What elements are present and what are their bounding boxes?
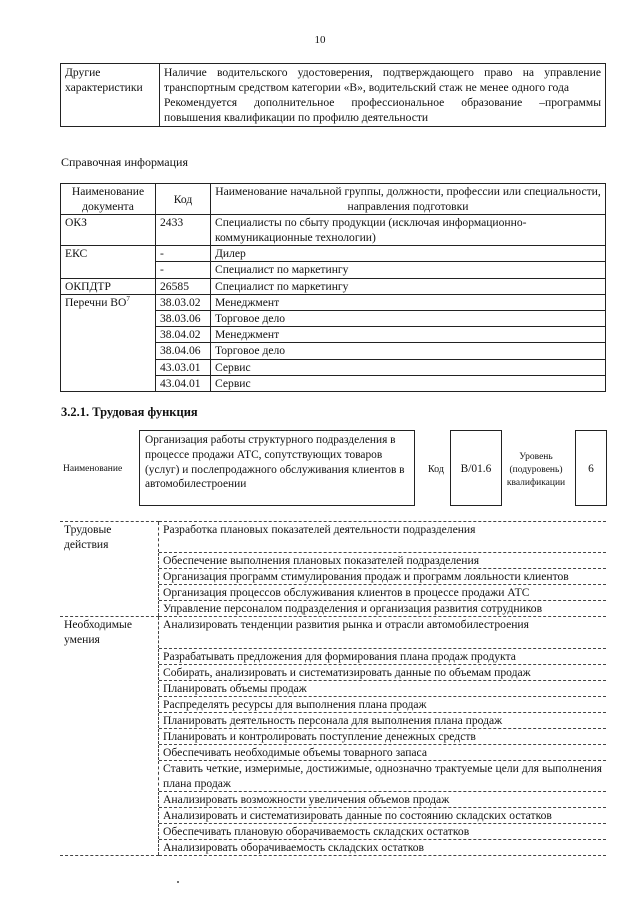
name-cell: Дилер [211, 246, 606, 262]
doc-cell [61, 262, 156, 278]
code-cell: 38.03.06 [156, 311, 211, 327]
table-row [60, 840, 606, 856]
skill-item: Анализировать оборачиваемость складских остатков [159, 840, 607, 856]
other-characteristics-table [60, 63, 606, 127]
skill-item: Планировать и контролировать поступление денежных средств [159, 728, 607, 744]
skill-item: Планировать объемы продаж [159, 680, 607, 696]
table-row [60, 617, 606, 648]
table-row [61, 294, 606, 310]
column-header: Наименование документа [61, 184, 156, 215]
skill-item: Ставить четкие, измеримые, достижимые, однозначно трактуемые цели для выполнения плана продаж [159, 760, 607, 791]
name-cell: Торговое дело [211, 343, 606, 359]
column-header: Наименование начальной группы, должности, профессии или специальности, направления подготовки [211, 184, 606, 215]
reference-heading: Справочная информация [61, 155, 188, 169]
table-row [60, 553, 606, 569]
doc-cell [61, 343, 156, 359]
doc-cell [61, 294, 156, 310]
code-cell: 38.03.02 [156, 294, 211, 310]
doc-cell: ОКЗ [61, 215, 156, 246]
label-spacer [60, 744, 159, 760]
other-characteristics-value [160, 64, 606, 127]
label-line: Необходимые [64, 618, 132, 632]
code-cell: - [156, 246, 211, 262]
work-action-item: Организация процессов обслуживания клиентов в процессе продажи АТС [159, 585, 607, 601]
label-spacer [60, 569, 159, 585]
table-row [61, 311, 606, 327]
other-characteristics-text: Наличие водительского удостоверения, подтверждающего право на управление транспортным средством категории «В», водительский стаж не менее одного года [164, 66, 601, 95]
reference-table [60, 183, 606, 392]
table-row [60, 808, 606, 824]
table-row [61, 327, 606, 343]
name-cell: Специалист по маркетингу [211, 262, 606, 278]
table-row [60, 664, 606, 680]
code-cell: 26585 [156, 278, 211, 294]
label-spacer [60, 712, 159, 728]
function-name: Организация работы структурного подразделения в процессе продажи АТС, сопутствующих товаров (услуг) и послепродажного обслуживания клиентов в автомобилестроении [139, 430, 415, 506]
table-row [60, 522, 606, 553]
work-action-item: Организация программ стимулирования продаж и программ лояльности клиентов [159, 569, 607, 585]
work-action-item: Разработка плановых показателей деятельности подразделения [159, 522, 607, 553]
name-cell: Торговое дело [211, 311, 606, 327]
name-cell: Менеджмент [211, 327, 606, 343]
label-spacer [60, 760, 159, 791]
label-line: Трудовые [64, 523, 112, 536]
table-row [60, 696, 606, 712]
required-skills-label [60, 617, 159, 648]
work-actions-label [60, 522, 159, 553]
label-spacer [60, 792, 159, 808]
table-row [60, 680, 606, 696]
table-row [61, 359, 606, 375]
qualification-level: 6 [575, 430, 607, 506]
table-row [60, 569, 606, 585]
doc-cell: ЕКС [61, 246, 156, 262]
name-cell: Специалист по маркетингу [211, 278, 606, 294]
label-spacer [60, 840, 159, 856]
table-row [60, 744, 606, 760]
table-row [61, 343, 606, 359]
page-number: 10 [314, 34, 326, 46]
label-line: действия [64, 538, 109, 552]
footnote-marker: 7 [126, 294, 130, 303]
skill-item: Собирать, анализировать и систематизировать данные по объемам продаж [159, 664, 607, 680]
label-spacer [60, 585, 159, 601]
doc-name: Перечни ВО [65, 295, 127, 309]
doc-cell: ОКПДТР [61, 278, 156, 294]
code-cell: - [156, 262, 211, 278]
code-cell: 38.04.06 [156, 343, 211, 359]
label-spacer [60, 680, 159, 696]
label-spacer [60, 696, 159, 712]
label-spacer [60, 553, 159, 569]
label-line: характеристики [65, 81, 143, 95]
doc-cell [61, 375, 156, 391]
label-spacer [60, 824, 159, 840]
table-row [60, 792, 606, 808]
table-row [60, 648, 606, 664]
table-row [60, 585, 606, 601]
doc-cell [61, 311, 156, 327]
doc-cell [61, 327, 156, 343]
skill-item: Распределять ресурсы для выполнения плана продаж [159, 696, 607, 712]
skill-item: Обеспечивать необходимые объемы товарного запаса [159, 744, 607, 760]
table-row [61, 246, 606, 262]
name-cell: Сервис [211, 359, 606, 375]
code-cell: 38.04.02 [156, 327, 211, 343]
table-row [61, 262, 606, 278]
name-cell: Сервис [211, 375, 606, 391]
qualification-level-label: Уровень (подуровень) квалификации [506, 452, 566, 488]
work-action-item: Обеспечение выполнения плановых показателей подразделения [159, 553, 607, 569]
name-cell: Менеджмент [211, 294, 606, 310]
table-row [60, 824, 606, 840]
table-row [60, 728, 606, 744]
skill-item: Анализировать и систематизировать данные по состоянию складских остатков [159, 808, 607, 824]
section-title: 3.2.1. Трудовая функция [61, 405, 198, 419]
skill-item: Планировать деятельность персонала для выполнения плана продаж [159, 712, 607, 728]
code-cell: 2433 [156, 215, 211, 246]
scan-speck [177, 881, 179, 883]
label-line: Другие [65, 66, 101, 79]
work-actions-table [60, 521, 606, 856]
function-code: B/01.6 [450, 430, 502, 506]
label-spacer [60, 664, 159, 680]
label-spacer [60, 808, 159, 824]
code-cell: 43.03.01 [156, 359, 211, 375]
table-row [61, 215, 606, 246]
table-row [61, 278, 606, 294]
skill-item: Обеспечивать плановую оборачиваемость складских остатков [159, 824, 607, 840]
doc-cell [61, 359, 156, 375]
function-code-label: Код [428, 464, 444, 475]
label-spacer [60, 648, 159, 664]
code-cell: 43.04.01 [156, 375, 211, 391]
skill-item: Анализировать возможности увеличения объемов продаж [159, 792, 607, 808]
label-line: умения [64, 633, 100, 647]
label-spacer [60, 601, 159, 617]
column-header: Код [156, 184, 211, 215]
other-characteristics-text: Рекомендуется дополнительное профессиональное образование –программы повышения квалификации по профилю деятельности [164, 96, 601, 125]
table-row [60, 601, 606, 617]
table-row [60, 760, 606, 791]
skill-item: Разрабатывать предложения для формирования плана продаж продукта [159, 648, 607, 664]
table-header-row [61, 184, 606, 215]
table-row [60, 712, 606, 728]
work-action-item: Управление персоналом подразделения и организация развития сотрудников [159, 601, 607, 617]
function-name-label: Наименование [63, 464, 123, 474]
skill-item: Анализировать тенденции развития рынка и отрасли автомобилестроения [159, 617, 607, 648]
label-spacer [60, 728, 159, 744]
table-row [61, 375, 606, 391]
other-characteristics-label [61, 64, 160, 127]
name-cell: Специалисты по сбыту продукции (исключая информационно-коммуникационные технологии) [211, 215, 606, 246]
table-row [61, 64, 606, 127]
